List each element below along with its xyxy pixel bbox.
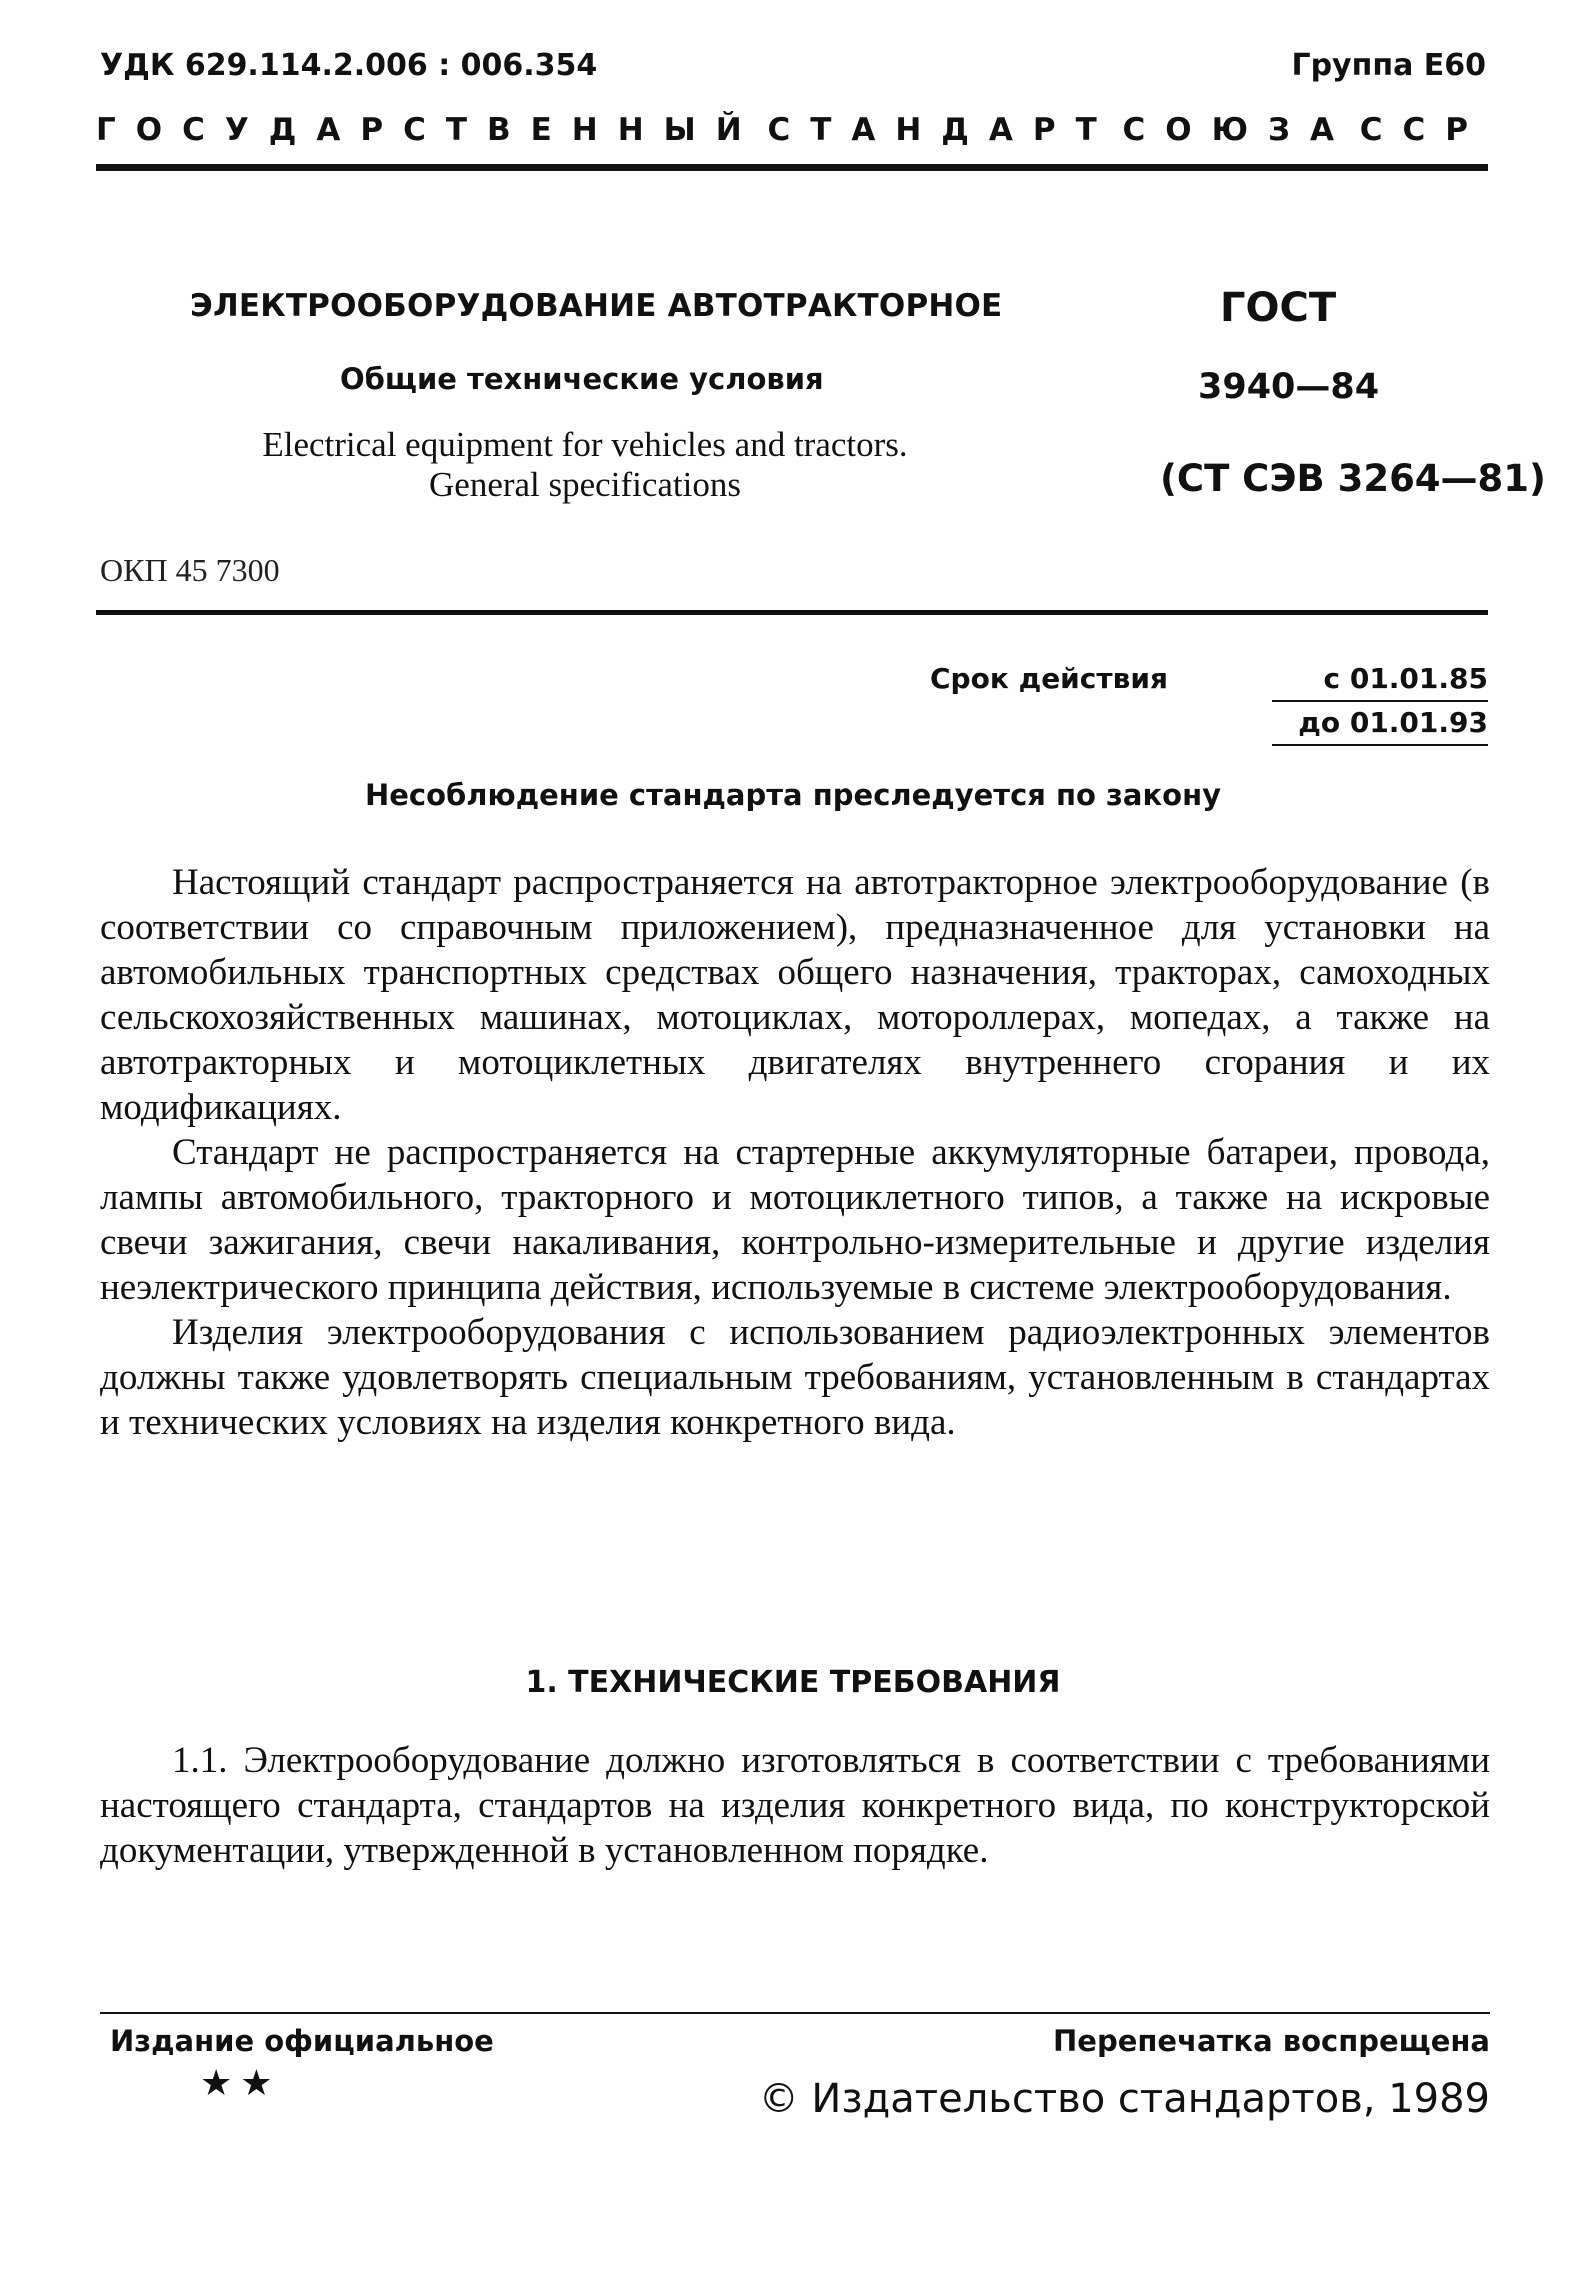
legal-warning: Несоблюдение стандарта преследуется по закону [364,778,1222,812]
gost-label: ГОСТ [1220,285,1337,331]
english-title [190,425,980,505]
document-subtitle: Общие технические условия [340,362,824,396]
okp-code: ОКП 45 7300 [100,552,280,588]
gost-number: 3940—84 [1198,367,1380,407]
validity-divider [1272,700,1488,702]
validity-from: с 01.01.85 [1323,662,1488,695]
title-rule [96,610,1488,615]
publisher-copyright: © Издательство стандартов, 1989 [758,2076,1490,2122]
paragraph: Настоящий стандарт распространяется на автотракторное электрооборудование (в соответствии со справочным приложением), предназначенное для установки на автомобильных транспортных средствах общего назначения, тракторах, самоходных сельскохозяйственных машинах, мотоциклах, мотороллерах, мопедах, а также на автотракторных и мотоциклетных двигателях внутреннего сгорания и их модификациях. [100,862,1490,1128]
reprint-prohibited: Перепечатка воспрещена [1053,2024,1490,2058]
clause-1-1: 1.1. Электрооборудование должно изготовляться в соответствии с требованиями настоящего стандарта, стандартов на изделия конкретного вида, по конструкторской документации, утвержденной в установленном порядке. [100,1740,1490,1871]
validity-to: до 01.01.93 [1298,706,1488,739]
footer-rule [100,2012,1490,2014]
document-title: ЭЛЕКТРООБОРУДОВАНИЕ АВТОТРАКТОРНОЕ [190,288,1003,324]
st-sev-number: (СТ СЭВ 3264—81) [1160,457,1546,500]
banner-word: СОЮЗА [1122,112,1355,148]
paragraph: Стандарт не распространяется на стартерные аккумуляторные батареи, провода, лампы автомобильного, тракторного и мотоциклетного типов, а также на искровые свечи зажигания, свечи накаливания, контрольно-измерительные и другие изделия неэлектрического принципа действия, используемые в системе электрооборудования. [100,1132,1490,1308]
paragraph: Изделия электрооборудования с использованием радиоэлектронных элементов должны также удовлетворять специальным требованиям, установленным в стандартах и технических условиях на изделия конкретного вида. [100,1312,1490,1443]
validity-label: Срок действия [930,662,1168,695]
state-standard-banner [96,112,1488,148]
intro-text [100,860,1490,1445]
english-title-line: Electrical equipment for vehicles and tractors. [262,425,908,464]
official-edition: Издание официальное [110,2024,494,2058]
banner-word: ССР [1359,112,1488,148]
group-code: Группа Е60 [1291,48,1486,83]
udk-code: УДК 629.114.2.006 : 006.354 [100,48,598,83]
section-heading: 1. ТЕХНИЧЕСКИЕ ТРЕБОВАНИЯ [525,1665,1061,1700]
star-icon: ★★ [200,2063,281,2103]
english-title-line: General specifications [429,465,741,504]
banner-word: ГОСУДАРСТВЕННЫЙ [96,112,762,148]
header-rule [96,164,1488,171]
banner-word: СТАНДАРТ [767,112,1117,148]
validity-underline [1272,744,1488,746]
section-text [100,1738,1490,1873]
